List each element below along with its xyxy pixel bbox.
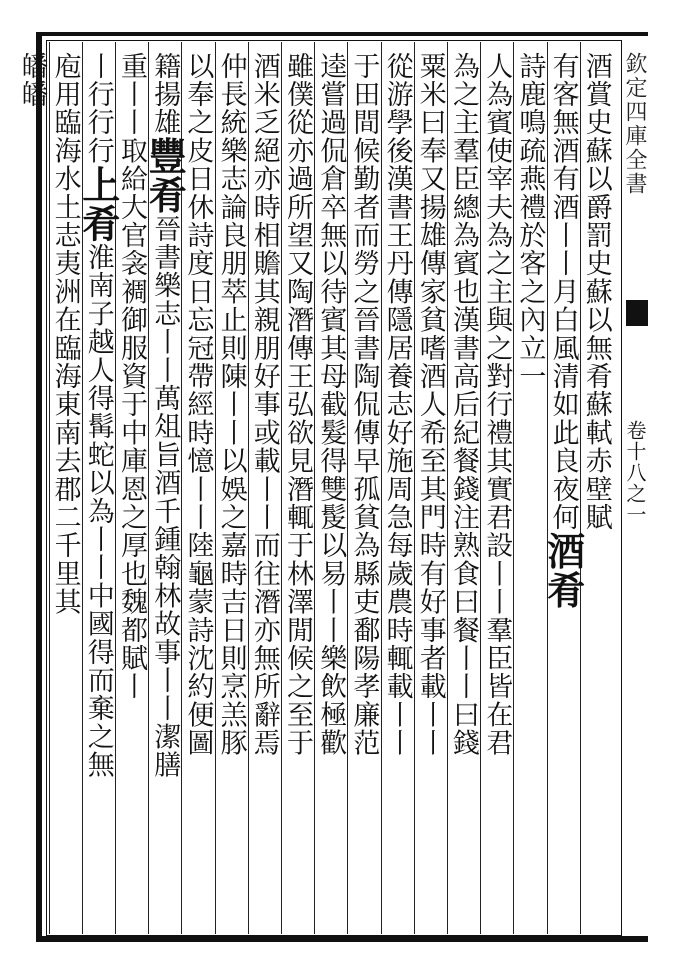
column-text: 酒賞史蘇以爵罰史蘇以無肴蘇軾赤壁賦 <box>580 52 612 532</box>
running-head-volume: 卷十八之一 <box>623 420 647 525</box>
column-text: 重丨丨 <box>116 52 147 137</box>
fishtail-mark <box>626 300 648 326</box>
column-text: 以奉之皮日休詩度日忘冠帶經時憶丨丨陸龜蒙詩沈約便圖 <box>182 52 214 757</box>
column-text: 人為賓使宰夫為之主與之對行禮其實君設丨丨羣臣皆在君 <box>481 52 513 757</box>
column-text: 庖 <box>49 52 81 81</box>
column-text: 丨行行行 <box>82 52 114 165</box>
column-text: 酒米乏絕亦時相贍其親朋好事或載丨丨而往潛亦無所辭焉 <box>248 52 280 757</box>
column-text: 于田間候勤者而勞之晉書陶侃傳早孤貧為縣吏鄱陽孝廉范 <box>348 52 380 757</box>
column-text: 晉書樂志丨丨萬俎旨酒千鍾翰林故事丨丨潔膳 <box>149 215 181 780</box>
column-text: 粟米曰奉又揚雄傳家貧嗜酒人希至其門時有好事者載丨丨 <box>414 52 446 757</box>
column-text: 取給大官衾裯御服資于中庫恩之厚也魏都賦丨 <box>116 136 147 701</box>
column-text: 有客無酒有酒丨丨月白風清如此良夜何 <box>547 52 579 532</box>
column-text: 為之主羣臣總為賓也漢書高后紀餐錢注熟食曰餐丨丨曰錢 <box>448 52 479 757</box>
heading-entry: 上肴 <box>75 164 121 244</box>
column-text: 皤皤 <box>16 52 48 109</box>
column-text: 從游學後漢書王丹傳隱居養志好施周急每歲農時輒載丨丨 <box>381 52 413 757</box>
column-rule <box>49 42 50 934</box>
column-text: 逵嘗過侃倉卒無以待賓其母截髮得雙髲以易丨丨樂飲極歡 <box>315 52 347 757</box>
column-text: 雖僕從亦過所望又陶潛傳王弘欲見潛輒于林澤閒候之至于 <box>282 52 313 757</box>
heading-entry: 豐肴 <box>142 136 188 216</box>
column-text: 淮南子越人得髯蛇以為丨丨中國得而棄之無 <box>82 243 114 780</box>
column-text: 用臨海水土志夷洲在臨海東南去郡二千里其 <box>49 80 81 617</box>
text-column <box>11 52 51 108</box>
column-text: 仲長統樂志論良朋萃止則陳丨丨以娛之嘉時吉日則烹羔豚 <box>215 52 247 757</box>
text-column <box>45 52 85 616</box>
column-text: 籍揚雄 <box>149 52 181 137</box>
heading-entry: 酒肴 <box>540 531 586 610</box>
column-text: 詩鹿鳴疏燕禮於客之內立一 <box>514 52 546 391</box>
running-head-title: 欽定四庫全書 <box>622 52 647 196</box>
